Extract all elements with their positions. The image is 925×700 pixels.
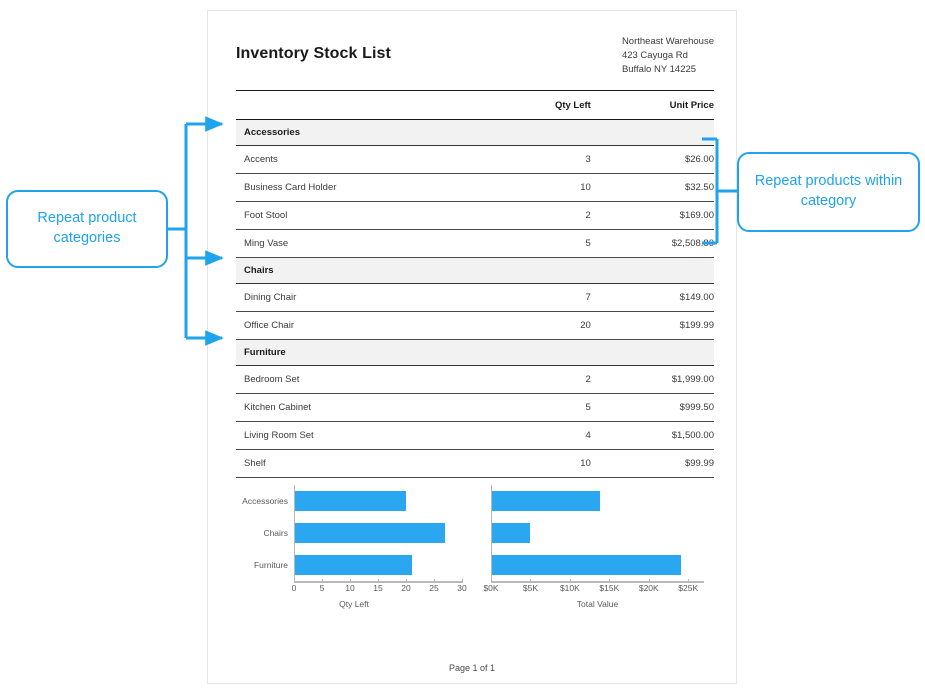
column-header-name: [236, 91, 504, 120]
table-body: [236, 120, 714, 478]
chart-tick-mark: [530, 579, 531, 583]
item-name: Ming Vase: [236, 230, 504, 258]
chart-tick-mark: [434, 579, 435, 583]
item-qty: 7: [504, 284, 609, 312]
item-price: $1,500.00: [609, 422, 714, 450]
chart-tick-label: 20: [401, 583, 411, 593]
column-header-qty: Qty Left: [504, 91, 609, 120]
item-name: Living Room Set: [236, 422, 504, 450]
table-row: [236, 202, 714, 230]
chart-category-label: Furniture: [253, 560, 288, 570]
table-row: [236, 450, 714, 478]
chart-value-axis-title: Total Value: [576, 599, 619, 609]
chart-bar: [492, 555, 681, 575]
table-row: [236, 366, 714, 394]
category-label: Chairs: [236, 258, 714, 284]
item-price: $199.99: [609, 312, 714, 340]
table-row: [236, 394, 714, 422]
chart-tick-mark: [491, 579, 492, 583]
item-name: Kitchen Cabinet: [236, 394, 504, 422]
item-name: Shelf: [236, 450, 504, 478]
report-page: [207, 10, 737, 684]
table-row: [236, 422, 714, 450]
chart-tick-label: $20K: [638, 583, 659, 593]
chart-qty-axis-title: Qty Left: [339, 599, 369, 609]
item-name: Business Card Holder: [236, 174, 504, 202]
chart-tick-label: $0K: [483, 583, 499, 593]
chart-bar: [295, 555, 412, 575]
chart-tick-label: 15: [373, 583, 383, 593]
chart-tick-mark: [462, 579, 463, 583]
chart-qty-category-labels: [236, 485, 292, 581]
item-name: Bedroom Set: [236, 366, 504, 394]
column-header-price: Unit Price: [609, 91, 714, 120]
chart-qty-plot: [294, 485, 462, 581]
chart-tick-label: $10K: [559, 583, 580, 593]
chart-qty-ticks: [291, 583, 467, 597]
item-price: $26.00: [609, 146, 714, 174]
chart-bar: [492, 491, 600, 511]
charts-area: [236, 477, 714, 627]
table-row: [236, 146, 714, 174]
chart-category-label: Accessories: [242, 496, 288, 506]
item-name: Dining Chair: [236, 284, 504, 312]
address-line-3: Buffalo NY 14225: [621, 63, 697, 75]
table-row: [236, 174, 714, 202]
address-line-1: Northeast Warehouse: [621, 36, 714, 47]
table-row: [236, 230, 714, 258]
item-qty: 3: [504, 146, 609, 174]
chart-tick-mark: [609, 579, 610, 583]
item-name: Foot Stool: [236, 202, 504, 230]
item-price: $2,508.80: [609, 230, 714, 258]
report-body: [236, 33, 714, 478]
callout-repeat-products-within-category: Repeat products within category: [737, 152, 920, 232]
chart-tick-label: $15K: [599, 583, 620, 593]
item-price: $32.50: [609, 174, 714, 202]
category-label: Furniture: [236, 340, 714, 366]
chart-tick-mark: [294, 579, 295, 583]
chart-tick-label: 5: [319, 583, 325, 593]
callout-repeat-product-categories: Repeat product categories: [6, 190, 168, 268]
item-price: $149.00: [609, 284, 714, 312]
item-name: Office Chair: [236, 312, 504, 340]
item-qty: 4: [504, 422, 609, 450]
chart-tick-label: $25K: [678, 583, 699, 593]
category-header-row: [236, 258, 714, 284]
chart-value-plot: [491, 485, 704, 581]
page-footer: Page 1 of 1: [448, 663, 496, 673]
table-head: [236, 91, 714, 120]
item-qty: 10: [504, 174, 609, 202]
category-label: Accessories: [236, 120, 714, 146]
address-line-2: 423 Cayuga Rd: [621, 49, 688, 61]
category-header-row: [236, 120, 714, 146]
report-header: [236, 33, 714, 90]
chart-bar: [295, 523, 445, 543]
chart-tick-mark: [406, 579, 407, 583]
item-price: $1,999.00: [609, 366, 714, 394]
chart-tick-label: 0: [291, 583, 297, 593]
item-price: $169.00: [609, 202, 714, 230]
chart-tick-mark: [688, 579, 689, 583]
chart-tick-mark: [322, 579, 323, 583]
chart-tick-label: $5K: [522, 583, 538, 593]
table-row: [236, 312, 714, 340]
chart-tick-label: 30: [457, 583, 467, 593]
chart-category-label: Chairs: [263, 528, 288, 538]
chart-tick-mark: [649, 579, 650, 583]
inventory-table: [236, 91, 714, 478]
table-row: [236, 284, 714, 312]
chart-bar: [295, 491, 406, 511]
category-header-row: [236, 340, 714, 366]
chart-tick-label: 10: [345, 583, 355, 593]
item-qty: 20: [504, 312, 609, 340]
chart-total-value: [481, 477, 714, 627]
chart-qty-left: [236, 477, 472, 627]
item-name: Accents: [236, 146, 504, 174]
chart-tick-mark: [378, 579, 379, 583]
page-title: Inventory Stock List: [236, 45, 391, 62]
warehouse-address: [622, 33, 714, 76]
table-header-row: [236, 91, 714, 120]
item-qty: 2: [504, 366, 609, 394]
chart-tick-mark: [570, 579, 571, 583]
chart-tick-mark: [350, 579, 351, 583]
item-qty: 5: [504, 394, 609, 422]
item-price: $999.50: [609, 394, 714, 422]
item-price: $99.99: [609, 450, 714, 478]
chart-tick-label: 25: [429, 583, 439, 593]
item-qty: 5: [504, 230, 609, 258]
chart-bar: [492, 523, 530, 543]
item-qty: 2: [504, 202, 609, 230]
item-qty: 10: [504, 450, 609, 478]
chart-value-ticks: [483, 583, 704, 597]
